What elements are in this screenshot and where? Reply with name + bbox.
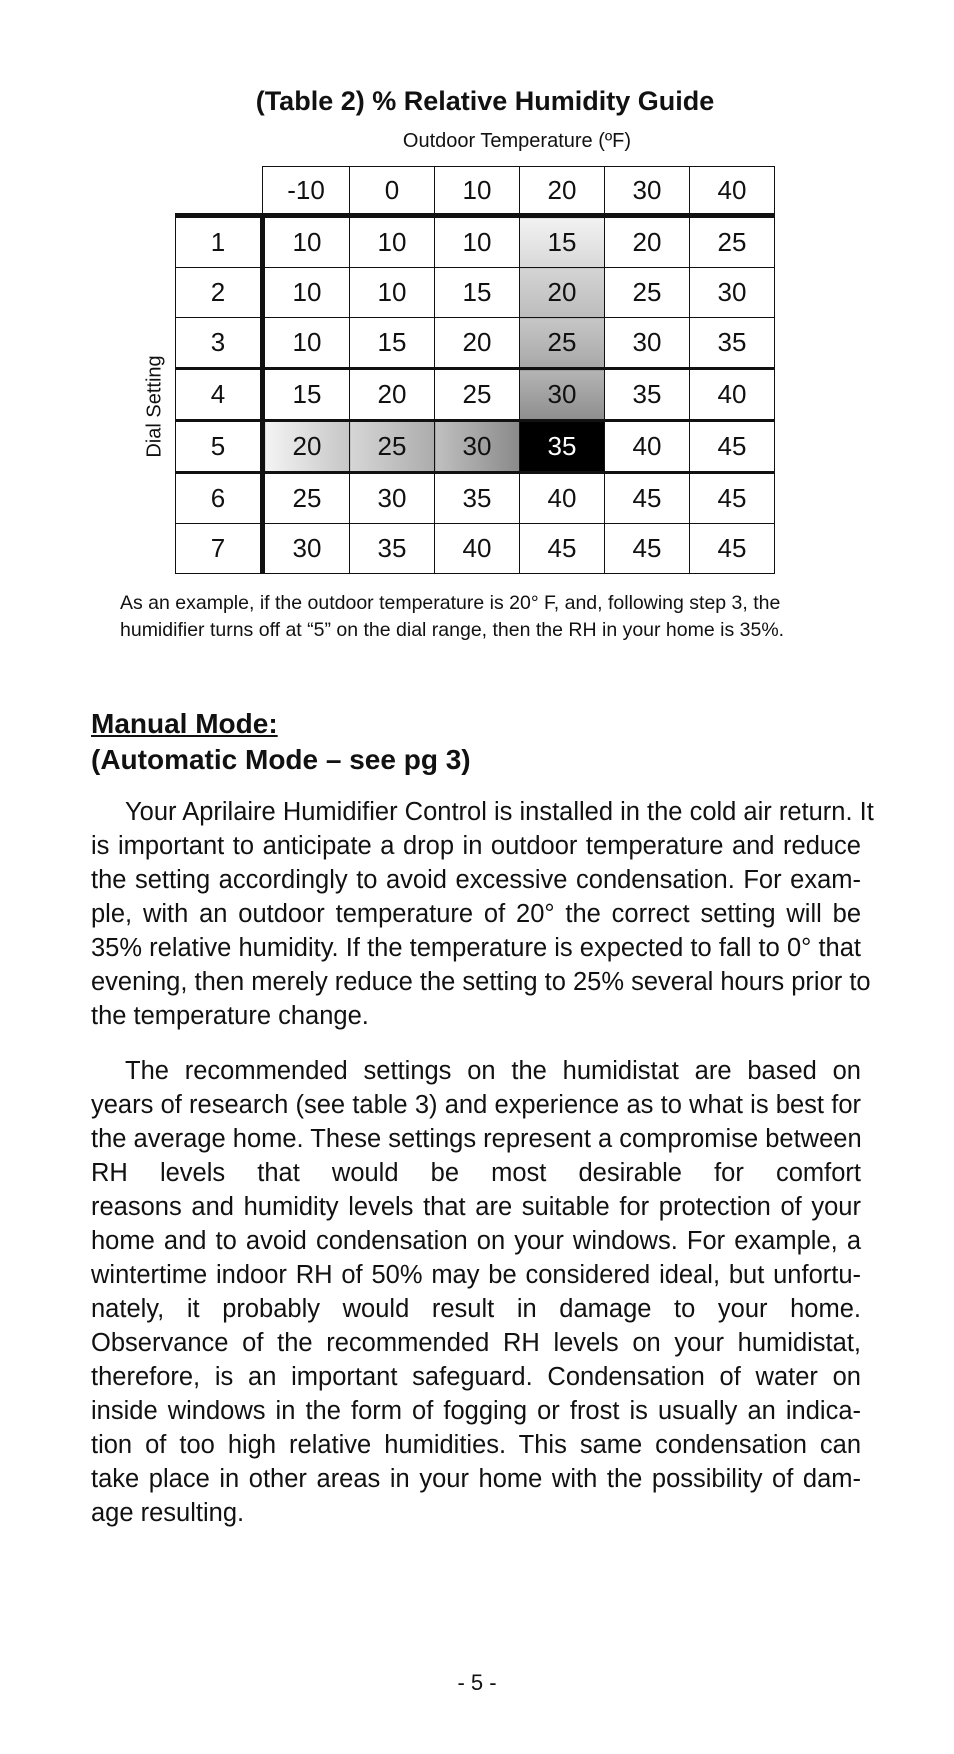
dial-setting-cell: 5 <box>176 421 263 473</box>
table-title: (Table 2) % Relative Humidity Guide <box>255 86 715 116</box>
rh-value-cell: 10 <box>263 216 350 268</box>
rh-value-cell: 20 <box>263 421 350 473</box>
paragraph-line: The recommended settings on the humidistat are based on <box>125 1057 861 1085</box>
dial-setting-cell: 2 <box>176 268 263 318</box>
caption-line: As an example, if the outdoor temperature is 20° F, and, following step 3, the <box>120 592 781 614</box>
paragraph-line: 35% relative humidity. If the temperature is expected to fall to 0° that <box>91 934 861 962</box>
rh-value-cell: 10 <box>263 268 350 318</box>
table-row <box>176 524 775 574</box>
column-header: -10 <box>263 167 350 216</box>
dial-setting-cell: 7 <box>176 524 263 574</box>
paragraph-line: reasons and humidity levels that are suitable for protection of your <box>91 1193 861 1221</box>
rh-value-cell: 35 <box>520 421 605 473</box>
rh-value-cell: 45 <box>690 524 775 574</box>
rh-value-cell: 30 <box>520 369 605 421</box>
rh-value-cell: 10 <box>263 318 350 369</box>
table-row <box>176 473 775 524</box>
paragraph-line: the setting accordingly to avoid excessive condensation. For exam- <box>91 866 861 894</box>
rh-value-cell: 45 <box>690 421 775 473</box>
column-header: 0 <box>350 167 435 216</box>
paragraph-line: the average home. These settings represent a compromise between <box>91 1125 862 1153</box>
column-header: 10 <box>435 167 520 216</box>
rh-value-cell: 20 <box>435 318 520 369</box>
dial-setting-cell: 3 <box>176 318 263 369</box>
paragraph-line: RH levels that would be most desirable for comfort <box>91 1159 861 1187</box>
rh-value-cell: 45 <box>520 524 605 574</box>
rh-value-cell: 20 <box>605 216 690 268</box>
rh-value-cell: 30 <box>435 421 520 473</box>
rh-value-cell: 45 <box>690 473 775 524</box>
paragraph-line: Observance of the recommended RH levels on your humidistat, <box>91 1329 861 1357</box>
column-header: 30 <box>605 167 690 216</box>
rh-value-cell: 10 <box>435 216 520 268</box>
paragraph-line: take place in other areas in your home with the possibility of dam- <box>91 1465 861 1493</box>
rh-value-cell: 45 <box>605 473 690 524</box>
rh-value-cell: 45 <box>605 524 690 574</box>
rh-value-cell: 25 <box>350 421 435 473</box>
table-row <box>176 369 775 421</box>
rh-value-cell: 25 <box>520 318 605 369</box>
rh-value-cell: 35 <box>605 369 690 421</box>
rh-value-cell: 15 <box>435 268 520 318</box>
paragraph-line: wintertime indoor RH of 50% may be considered ideal, but unfortu- <box>91 1261 861 1289</box>
table-caption <box>120 590 880 644</box>
rh-value-cell: 40 <box>690 369 775 421</box>
rh-value-cell: 30 <box>350 473 435 524</box>
paragraph-line: is important to anticipate a drop in outdoor temperature and reduce <box>91 832 861 860</box>
row-axis-label: Dial Setting <box>143 355 166 458</box>
rh-value-cell: 25 <box>605 268 690 318</box>
rh-value-cell: 15 <box>350 318 435 369</box>
paragraph-line: years of research (see table 3) and experience as to what is best for <box>91 1091 861 1119</box>
paragraph-line: home and to avoid condensation on your windows. For example, a <box>91 1227 861 1255</box>
column-header: 40 <box>690 167 775 216</box>
rh-value-cell: 25 <box>690 216 775 268</box>
rh-value-cell: 25 <box>263 473 350 524</box>
rh-value-cell: 40 <box>605 421 690 473</box>
paragraph-line: tion of too high relative humidities. This same condensation can <box>91 1431 861 1459</box>
paragraph-line: nately, it probably would result in damage to your home. <box>91 1295 861 1323</box>
heading-automatic-mode-ref: (Automatic Mode – see pg 3) <box>91 744 471 775</box>
dial-setting-cell: 1 <box>176 216 263 268</box>
table-row <box>176 216 775 268</box>
column-header: 20 <box>520 167 605 216</box>
paragraph-line: Your Aprilaire Humidifier Control is installed in the cold air return. It <box>125 798 874 826</box>
paragraph-1 <box>91 795 874 1033</box>
paragraph-line: therefore, is an important safeguard. Condensation of water on <box>91 1363 861 1391</box>
rh-value-cell: 20 <box>350 369 435 421</box>
table-row <box>176 421 775 473</box>
rh-value-cell: 35 <box>350 524 435 574</box>
rh-value-cell: 10 <box>350 268 435 318</box>
corner-cell <box>176 167 263 216</box>
section-heading <box>91 706 471 778</box>
paragraph-line: evening, then merely reduce the setting to 25% several hours prior to <box>91 968 871 996</box>
rh-value-cell: 15 <box>263 369 350 421</box>
dial-setting-cell: 4 <box>176 369 263 421</box>
page-number: - 5 - <box>457 1670 497 1695</box>
heading-manual-mode: Manual Mode: <box>91 708 278 739</box>
header-row <box>176 167 775 216</box>
rh-value-cell: 35 <box>435 473 520 524</box>
paragraph-line: age resulting. <box>91 1499 245 1527</box>
caption-line: humidifier turns off at “5” on the dial range, then the RH in your home is 35%. <box>120 619 785 641</box>
table-row <box>176 268 775 318</box>
rh-value-cell: 30 <box>263 524 350 574</box>
rh-value-cell: 30 <box>690 268 775 318</box>
paragraph-2 <box>91 1054 861 1530</box>
rh-value-cell: 15 <box>520 216 605 268</box>
rh-value-cell: 30 <box>605 318 690 369</box>
paragraph-line: inside windows in the form of fogging or frost is usually an indica- <box>91 1397 861 1425</box>
table-row <box>176 318 775 369</box>
dial-setting-cell: 6 <box>176 473 263 524</box>
rh-value-cell: 10 <box>350 216 435 268</box>
rh-value-cell: 25 <box>435 369 520 421</box>
rh-value-cell: 20 <box>520 268 605 318</box>
rh-value-cell: 40 <box>520 473 605 524</box>
rh-value-cell: 35 <box>690 318 775 369</box>
column-axis-label: Outdoor Temperature (ºF) <box>402 130 632 152</box>
humidity-table <box>175 166 775 574</box>
rh-value-cell: 40 <box>435 524 520 574</box>
paragraph-line: ple, with an outdoor temperature of 20° the correct setting will be <box>91 900 861 928</box>
paragraph-line: the temperature change. <box>91 1002 369 1030</box>
